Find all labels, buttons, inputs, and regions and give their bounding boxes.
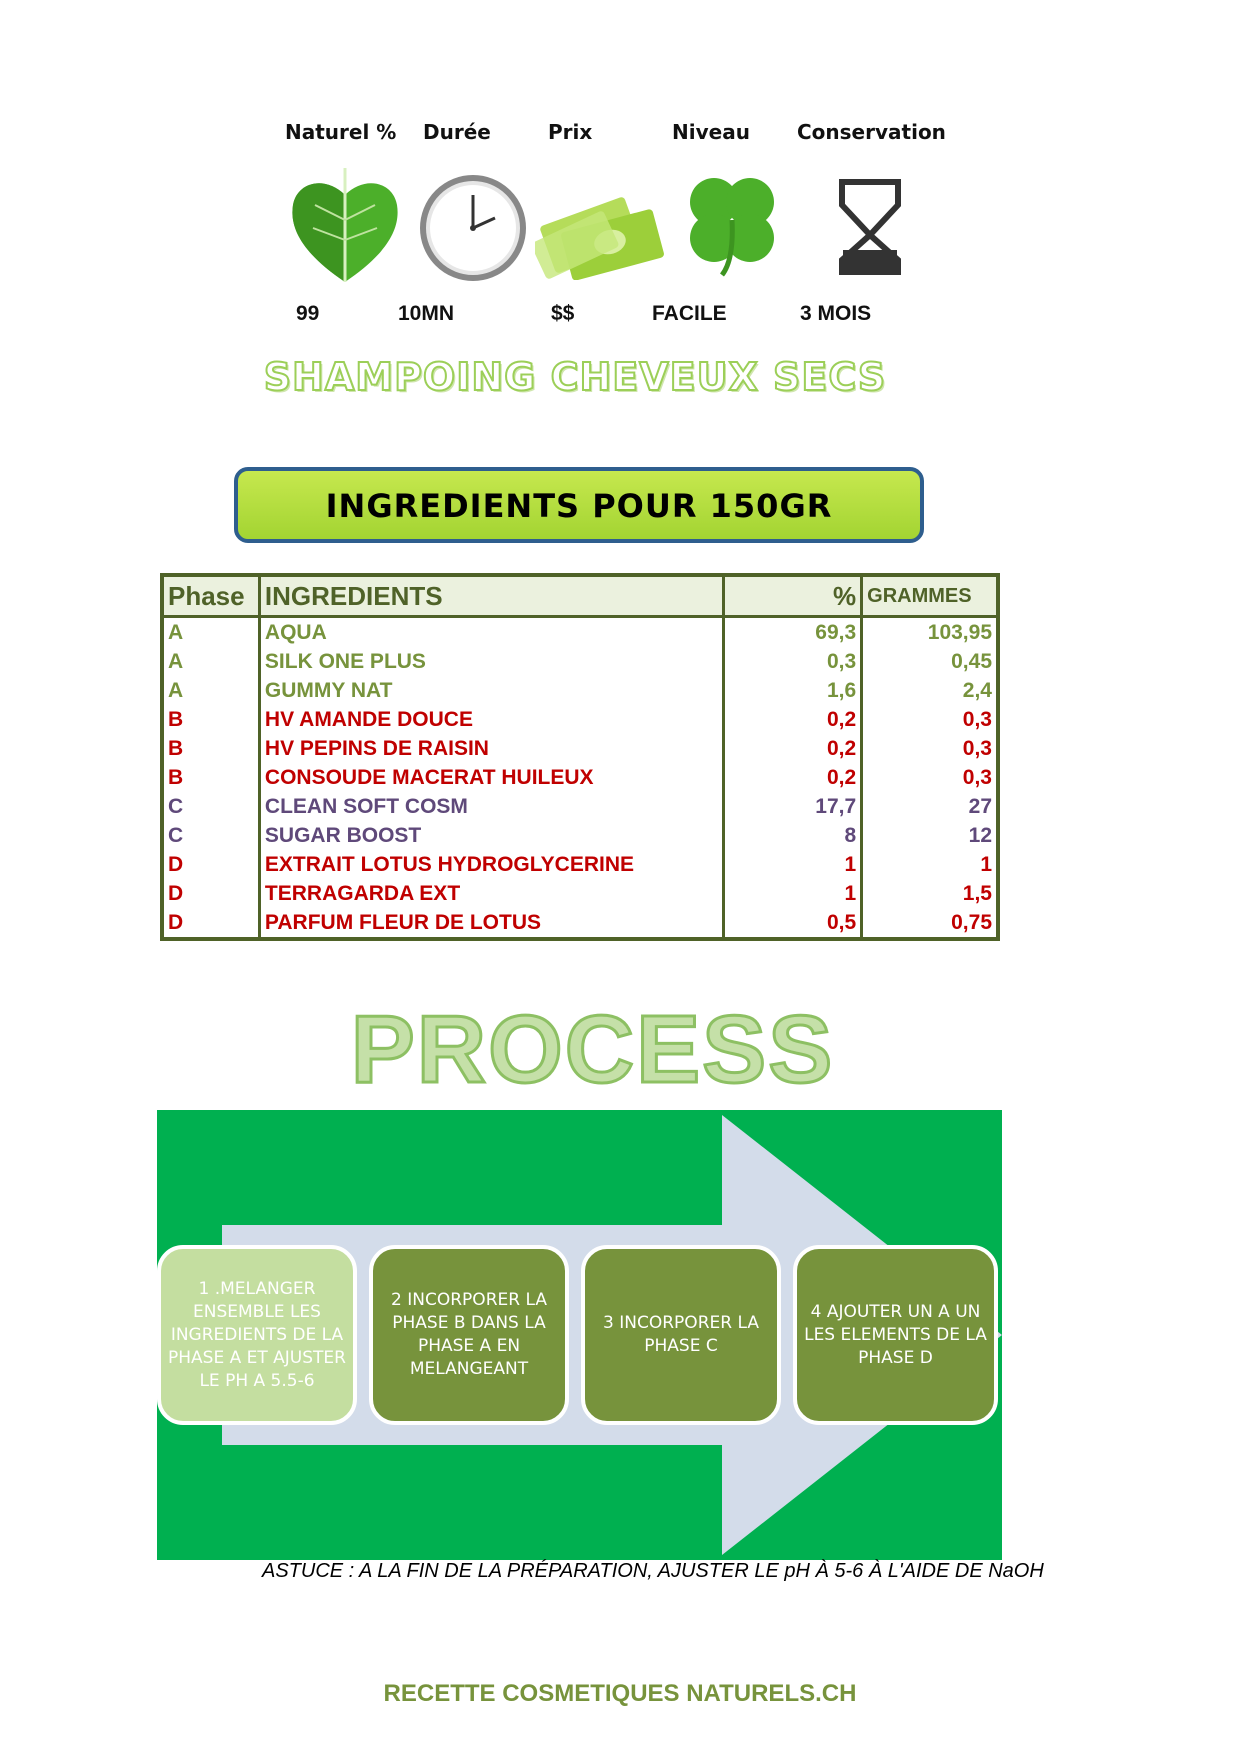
cell-grammes: 1,5 xyxy=(862,879,998,908)
header-grammes: GRAMMES xyxy=(862,575,998,617)
header-percent: % xyxy=(723,575,861,617)
ingredients-banner: INGREDIENTS POUR 150GR xyxy=(234,467,924,543)
label-niveau: Niveau xyxy=(672,120,750,144)
header-ingredients: INGREDIENTS xyxy=(259,575,723,617)
cell-percent: 1,6 xyxy=(723,676,861,705)
cell-phase: D xyxy=(162,850,259,879)
cell-phase: B xyxy=(162,763,259,792)
cell-grammes: 27 xyxy=(862,792,998,821)
cell-ingredient: CLEAN SOFT COSM xyxy=(259,792,723,821)
table-row xyxy=(162,734,998,763)
cell-phase: A xyxy=(162,617,259,648)
table-row xyxy=(162,617,998,648)
cell-ingredient: AQUA xyxy=(259,617,723,648)
cell-percent: 8 xyxy=(723,821,861,850)
cell-ingredient: SUGAR BOOST xyxy=(259,821,723,850)
cell-phase: D xyxy=(162,908,259,939)
cell-phase: C xyxy=(162,792,259,821)
cell-grammes: 2,4 xyxy=(862,676,998,705)
cell-grammes: 0,3 xyxy=(862,763,998,792)
cell-ingredient: HV AMANDE DOUCE xyxy=(259,705,723,734)
value-conservation: 3 MOIS xyxy=(800,302,872,325)
cell-percent: 0,2 xyxy=(723,763,861,792)
cell-percent: 17,7 xyxy=(723,792,861,821)
header-phase: Phase xyxy=(162,575,259,617)
cell-ingredient: SILK ONE PLUS xyxy=(259,647,723,676)
cell-ingredient: HV PEPINS DE RAISIN xyxy=(259,734,723,763)
table-row xyxy=(162,821,998,850)
cell-grammes: 0,3 xyxy=(862,705,998,734)
table-row xyxy=(162,705,998,734)
cell-ingredient: GUMMY NAT xyxy=(259,676,723,705)
label-naturel: Naturel % xyxy=(285,120,397,144)
cell-ingredient: PARFUM FLEUR DE LOTUS xyxy=(259,908,723,939)
cell-grammes: 0,75 xyxy=(862,908,998,939)
table-row xyxy=(162,850,998,879)
tip-text: ASTUCE : A LA FIN DE LA PRÉPARATION, AJUSTER LE pH À 5-6 À L'AIDE DE NaOH xyxy=(262,1560,1044,1582)
clover-icon xyxy=(672,160,792,290)
cell-grammes: 0,45 xyxy=(862,647,998,676)
step-1: 1 .MELANGER ENSEMBLE LES INGREDIENTS DE LA PHASE A ET AJUSTER LE PH A 5.5-6 xyxy=(157,1245,357,1425)
label-duree: Durée xyxy=(423,120,491,144)
value-niveau: FACILE xyxy=(652,302,727,325)
cell-percent: 1 xyxy=(723,850,861,879)
cell-percent: 0,2 xyxy=(723,705,861,734)
cell-percent: 69,3 xyxy=(723,617,861,648)
cell-phase: B xyxy=(162,705,259,734)
process-diagram xyxy=(157,1110,1002,1560)
table-header-row xyxy=(162,575,998,617)
cell-ingredient: TERRAGARDA EXT xyxy=(259,879,723,908)
cell-phase: B xyxy=(162,734,259,763)
cell-phase: D xyxy=(162,879,259,908)
hourglass-icon xyxy=(810,160,930,290)
value-prix: $$ xyxy=(551,302,575,325)
cell-grammes: 103,95 xyxy=(862,617,998,648)
value-duree: 10MN xyxy=(398,302,455,325)
table-row xyxy=(162,763,998,792)
cell-grammes: 1 xyxy=(862,850,998,879)
label-conservation: Conservation xyxy=(797,120,946,144)
process-title: PROCESS xyxy=(350,996,835,1103)
cell-grammes: 12 xyxy=(862,821,998,850)
table-row xyxy=(162,908,998,939)
table-row xyxy=(162,879,998,908)
step-4: 4 AJOUTER UN A UN LES ELEMENTS DE LA PHASE D xyxy=(793,1245,998,1425)
leaf-icon xyxy=(285,160,405,290)
footer-text: RECETTE COSMETIQUES NATURELS.CH xyxy=(383,1680,857,1707)
cell-grammes: 0,3 xyxy=(862,734,998,763)
clock-icon xyxy=(413,160,533,290)
table-row xyxy=(162,792,998,821)
table-body xyxy=(162,617,998,940)
ingredients-table xyxy=(160,573,1000,941)
value-naturel: 99 xyxy=(296,302,320,325)
cell-percent: 0,3 xyxy=(723,647,861,676)
cell-phase: A xyxy=(162,647,259,676)
cell-percent: 1 xyxy=(723,879,861,908)
step-3: 3 INCORPORER LA PHASE C xyxy=(581,1245,781,1425)
cell-ingredient: CONSOUDE MACERAT HUILEUX xyxy=(259,763,723,792)
step-2: 2 INCORPORER LA PHASE B DANS LA PHASE A EN MELANGEANT xyxy=(369,1245,569,1425)
table-row xyxy=(162,647,998,676)
cell-phase: C xyxy=(162,821,259,850)
table-row xyxy=(162,676,998,705)
cell-percent: 0,2 xyxy=(723,734,861,763)
cell-phase: A xyxy=(162,676,259,705)
cell-percent: 0,5 xyxy=(723,908,861,939)
cell-ingredient: EXTRAIT LOTUS HYDROGLYCERINE xyxy=(259,850,723,879)
label-prix: Prix xyxy=(548,120,593,144)
money-icon xyxy=(535,180,665,280)
recipe-title: SHAMPOING CHEVEUX SECS xyxy=(263,355,887,399)
